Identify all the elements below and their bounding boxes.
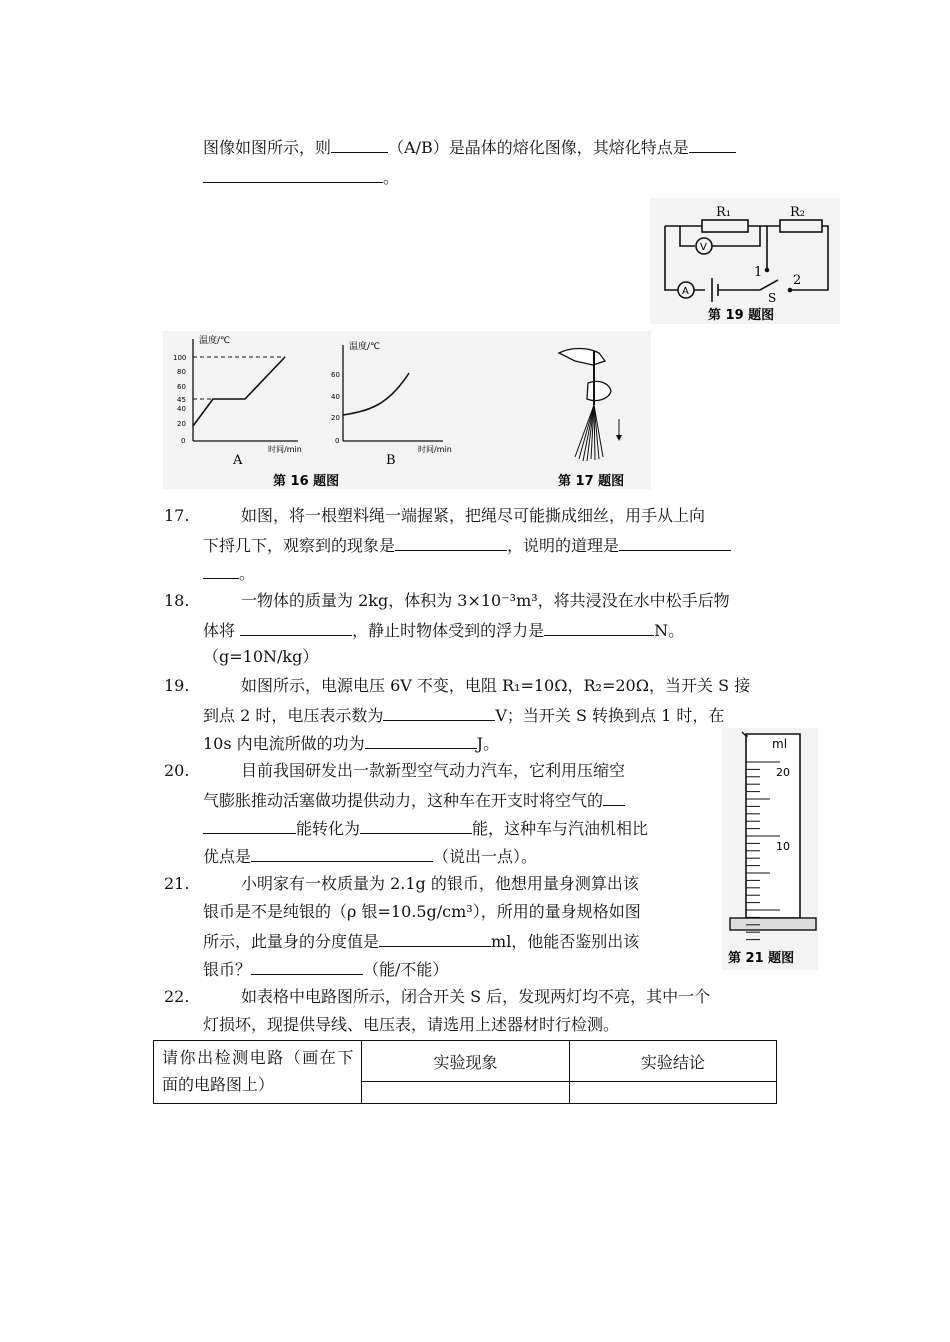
chart-a-ytick: 45 [177,396,186,404]
table-header-circuit: 请你出检测电路（画在下面的电路图上） [162,1048,354,1094]
q21-line2: 银币是不是纯银的（ρ 银=10.5g/cm³），所用的量身规格如图 [203,902,641,921]
chart-b-name: B [386,453,396,468]
test-table [153,1040,777,1104]
q21-line3: 所示，此量身的分度值是 ml，他能否鉴别出该 [203,932,640,951]
q19-line3: 10s 内电流所做的功为 J。 [203,734,500,753]
q20-line3: 能转化为 能，这种车与汽油机相比 [203,817,648,839]
figure-17-caption: 第 17 题图 [558,474,625,489]
question-number: 17. [164,506,190,525]
answer-blank[interactable] [203,166,383,183]
q21-line4: 银币？ （能/不能） [203,960,449,979]
chart-b-line [343,373,409,415]
ammeter-icon: A [682,286,689,297]
question-number: 22. [164,987,190,1006]
circuit-diagram [650,198,840,324]
q18-line1: 一物体的质量为 2kg，体积为 3×10⁻³m³，将共浸没在水中松手后物 [241,591,730,610]
label-r2: R₂ [790,205,805,220]
table-header-conclusion: 实验结论 [569,1041,776,1082]
q20-line4: 优点是 （说出一点）。 [203,847,538,866]
question-number: 19. [164,676,190,695]
table-cell-phenomenon[interactable] [362,1082,569,1104]
answer-blank[interactable] [331,136,388,153]
chart-b-ytick: 60 [331,371,340,379]
figure-21-caption: 第 21 题图 [728,951,795,966]
q16-line1: 图像如图所示，则 （A/B）是晶体的熔化图像，其熔化特点是 [203,136,736,158]
chart-a-ytick: 80 [177,368,186,376]
q17-line1: 如图，将一根塑料绳一端握紧，把绳尽可能撕成细丝，用手从上向 [241,506,706,525]
chart-a-xlabel: 时间/min [268,445,302,454]
q17-line3: 。 [203,562,255,584]
q22-line1: 如表格中电路图所示，闭合开关 S 后，发现两灯均不亮，其中一个 [241,987,711,1006]
answer-blank[interactable] [360,817,472,834]
figure-21-cylinder [722,728,818,970]
question-number: 21. [164,874,190,893]
cylinder-tick-20: 20 [776,766,790,779]
q21-line1: 小明家有一枚质量为 2.1g 的银币，他想用量身测算出该 [241,874,639,893]
voltmeter-icon: V [700,242,707,253]
chart-a-name: A [233,453,243,468]
label-point-2: 2 [793,273,802,288]
measuring-cylinder-icon [722,728,818,970]
chart-a-ytick: 100 [173,354,187,362]
cylinder-tick-10: 10 [776,840,790,853]
figure-16-graphs [163,331,651,489]
chart-a-ytick: 0 [181,437,186,445]
q19-line2: 到点 2 时，电压表示数为 V；当开关 S 转换到点 1 时，在 [203,706,725,725]
q18-line3: （g=10N/kg） [203,647,319,666]
q16-line2: 。 [203,166,399,188]
chart-a-ylabel: 温度/℃ [199,336,231,346]
hand-rope-icon [559,349,622,462]
chart-b-ytick: 20 [331,414,340,422]
figure-19-caption: 第 19 题图 [708,308,775,323]
q18-line2: 体将 ，静止时物体受到的浮力是 N。 [203,621,685,640]
answer-blank[interactable] [395,534,507,551]
question-number: 18. [164,591,190,610]
label-point-1: 1 [754,265,763,280]
label-r1: R₁ [716,205,731,220]
figure-19-circuit [650,198,840,324]
table-header-phenomenon: 实验现象 [362,1041,569,1082]
q17-line2: 下捋几下，观察到的现象是 ，说明的道理是 [203,534,731,556]
answer-blank[interactable] [383,704,495,721]
answer-blank[interactable] [365,732,477,749]
q22-line2: 灯损坏，现提供导线、电压表，请选用上述器材时行检测。 [203,1015,620,1034]
answer-blank[interactable] [379,930,491,947]
q20-line2: 气膨胀推动活塞做功提供动力，这种车在开支时将空气的 [203,789,625,811]
answer-blank[interactable] [544,619,654,636]
label-switch-s: S [768,291,777,305]
figure-16-17-strip [163,331,651,489]
chart-a-ytick: 60 [177,383,186,391]
chart-b-ytick: 0 [335,437,340,445]
question-number: 20. [164,761,190,780]
q20-line1: 目前我国研发出一款新型空气动力汽车，它利用压缩空 [241,761,626,780]
answer-blank[interactable] [240,619,352,636]
answer-blank[interactable] [251,845,433,862]
chart-b-ylabel: 温度/℃ [349,342,381,352]
answer-blank[interactable] [603,789,625,806]
answer-blank[interactable] [251,958,363,975]
chart-b-ytick: 40 [331,393,340,401]
chart-b-xlabel: 时间/min [418,445,452,454]
table-cell-circuit[interactable] [154,1041,362,1104]
answer-blank[interactable] [689,136,736,153]
q19-line1: 如图所示，电源电压 6V 不变，电阻 R₁=10Ω，R₂=20Ω，当开关 S 接 [241,676,751,695]
figure-16-caption: 第 16 题图 [273,474,340,489]
chart-a-ytick: 40 [177,405,186,413]
answer-blank[interactable] [203,817,296,834]
table-cell-conclusion[interactable] [569,1082,776,1104]
chart-a-ytick: 20 [177,420,186,428]
chart-a-line [193,357,285,426]
table-row [154,1041,777,1082]
answer-blank[interactable] [619,534,731,551]
answer-blank[interactable] [203,562,239,579]
cylinder-unit: ml [772,737,788,751]
